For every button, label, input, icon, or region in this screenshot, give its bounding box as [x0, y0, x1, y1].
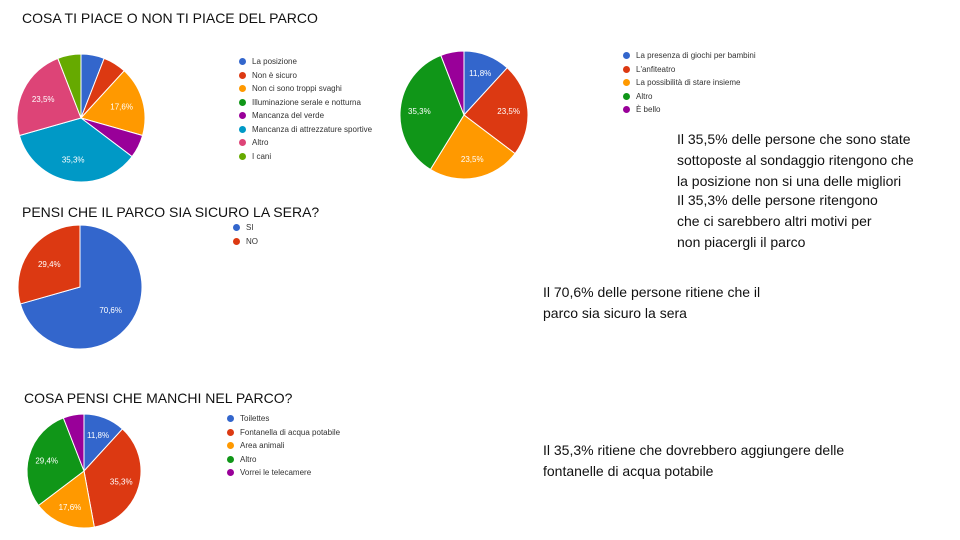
- pie-data-label: 29,4%: [35, 456, 59, 466]
- pie-data-label: 17,6%: [58, 503, 82, 513]
- legend-label: È bello: [636, 105, 661, 114]
- legend-item-la-presenza-di-giochi-per-bambini: [623, 49, 756, 63]
- note-line: parco sia sicuro la sera: [543, 305, 687, 321]
- legend-label: Toilettes: [240, 414, 270, 423]
- note-other-reasons: [677, 190, 878, 253]
- pie-data-label: 23,5%: [460, 155, 484, 165]
- legend-label: L'anfiteatro: [636, 64, 676, 74]
- note-fountains: [543, 440, 844, 482]
- legend-swatch: [239, 72, 246, 79]
- legend-item-illuminazione-serale-e-notturna: [239, 96, 372, 110]
- legend-item-altro: [239, 136, 372, 150]
- legend-label: Mancanza del verde: [252, 111, 325, 120]
- legend-swatch: [239, 126, 246, 133]
- legend-swatch: [239, 99, 246, 106]
- legend-item-mancanza-di-attrezzature-sportive: [239, 123, 372, 137]
- legend-swatch: [239, 85, 246, 92]
- legend-item-altro: [227, 453, 340, 467]
- chart-3-heading: PENSI CHE IL PARCO SIA SICURO LA SERA?: [22, 204, 320, 220]
- legend-item-l-anfiteatro: [623, 63, 756, 77]
- chart-2-legend: [623, 49, 756, 117]
- legend-item-mancanza-del-verde: [239, 109, 372, 123]
- legend-label: Vorrei le telecamere: [240, 468, 312, 477]
- chart-1-legend: [239, 55, 372, 163]
- legend-item-la-posizione: [239, 55, 372, 69]
- legend-label: Altro: [252, 138, 269, 147]
- legend-label: Area animali: [240, 441, 285, 450]
- pie-data-label: 35,3%: [408, 106, 431, 116]
- chart-3-legend: [233, 221, 258, 248]
- note-line: Il 35,5% delle persone che sono state: [677, 131, 911, 147]
- legend-label: NO: [246, 236, 258, 246]
- legend-swatch: [239, 139, 246, 146]
- legend-swatch: [623, 93, 630, 100]
- legend-item-si: [233, 221, 258, 235]
- note-line: Il 70,6% delle persone ritiene che il: [543, 284, 761, 300]
- legend-swatch: [623, 106, 630, 113]
- legend-label: Fontanella di acqua potabile: [240, 427, 341, 437]
- legend-label: Altro: [240, 454, 257, 464]
- legend-label: La posizione: [252, 57, 297, 66]
- legend-label: Altro: [636, 91, 653, 101]
- legend-label: La possibilità di stare insieme: [636, 78, 741, 87]
- chart-4-heading: COSA PENSI CHE MANCHI NEL PARCO?: [24, 390, 293, 406]
- legend-swatch: [239, 153, 246, 160]
- legend-swatch: [227, 429, 234, 436]
- legend-label: I cani: [252, 151, 272, 161]
- legend-item-vorrei-le-telecamere: [227, 466, 340, 480]
- note-line: non piacergli il parco: [677, 234, 806, 250]
- legend-swatch: [233, 238, 240, 245]
- note-line: che ci sarebbero altri motivi per: [677, 213, 872, 229]
- legend-swatch: [227, 442, 234, 449]
- pie-data-label: 17,6%: [110, 102, 133, 112]
- pie-data-label: 11,8%: [86, 430, 110, 440]
- legend-swatch: [227, 415, 234, 422]
- legend-item-non-ci-sono-troppi-svaghi: [239, 82, 372, 96]
- pie-data-label: 11,8%: [469, 69, 492, 79]
- legend-swatch: [227, 456, 234, 463]
- note-line: Il 35,3% delle persone ritengono: [677, 192, 878, 208]
- legend-item-i-cani: [239, 150, 372, 164]
- legend-label: Non ci sono troppi svaghi: [252, 84, 342, 93]
- note-line: fontanelle di acqua potabile: [543, 463, 714, 479]
- pie-data-label: 23,5%: [31, 95, 55, 105]
- note-line: sottoposte al sondaggio ritengono che: [677, 152, 914, 168]
- legend-item-la-possibilita-di-stare-insieme: [623, 76, 756, 90]
- chart-1-heading: COSA TI PIACE O NON TI PIACE DEL PARCO: [22, 10, 318, 26]
- legend-swatch: [623, 52, 630, 59]
- legend-swatch: [623, 66, 630, 73]
- note-position: [677, 129, 914, 192]
- legend-label: Mancanza di attrezzature sportive: [252, 124, 373, 134]
- legend-item-altro: [623, 90, 756, 104]
- legend-item-toilettes: [227, 412, 340, 426]
- note-safety: [543, 282, 760, 324]
- pie-data-label: 35,3%: [61, 155, 85, 165]
- legend-label: Non è sicuro: [252, 70, 297, 80]
- legend-item-no: [233, 235, 258, 249]
- legend-swatch: [227, 469, 234, 476]
- legend-label: Illuminazione serale e notturna: [252, 97, 361, 107]
- legend-label: SI: [246, 223, 254, 232]
- legend-item-non-e-sicuro: [239, 69, 372, 83]
- pie-data-label: 23,5%: [497, 106, 520, 116]
- legend-swatch: [239, 58, 246, 65]
- pie-data-label: 29,4%: [37, 259, 61, 269]
- legend-item-fontanella-di-acqua-potabile: [227, 426, 340, 440]
- chart-4-legend: [227, 412, 340, 480]
- legend-label: La presenza di giochi per bambini: [636, 51, 756, 60]
- legend-item-e-bello: [623, 103, 756, 117]
- legend-swatch: [239, 112, 246, 119]
- note-line: la posizione non si una delle migliori: [677, 173, 902, 189]
- pie-data-label: 70,6%: [99, 306, 123, 316]
- legend-item-area-animali: [227, 439, 340, 453]
- note-line: Il 35,3% ritiene che dovrebbero aggiungere delle: [543, 442, 845, 458]
- pie-data-label: 35,3%: [109, 477, 133, 487]
- legend-swatch: [623, 79, 630, 86]
- legend-swatch: [233, 224, 240, 231]
